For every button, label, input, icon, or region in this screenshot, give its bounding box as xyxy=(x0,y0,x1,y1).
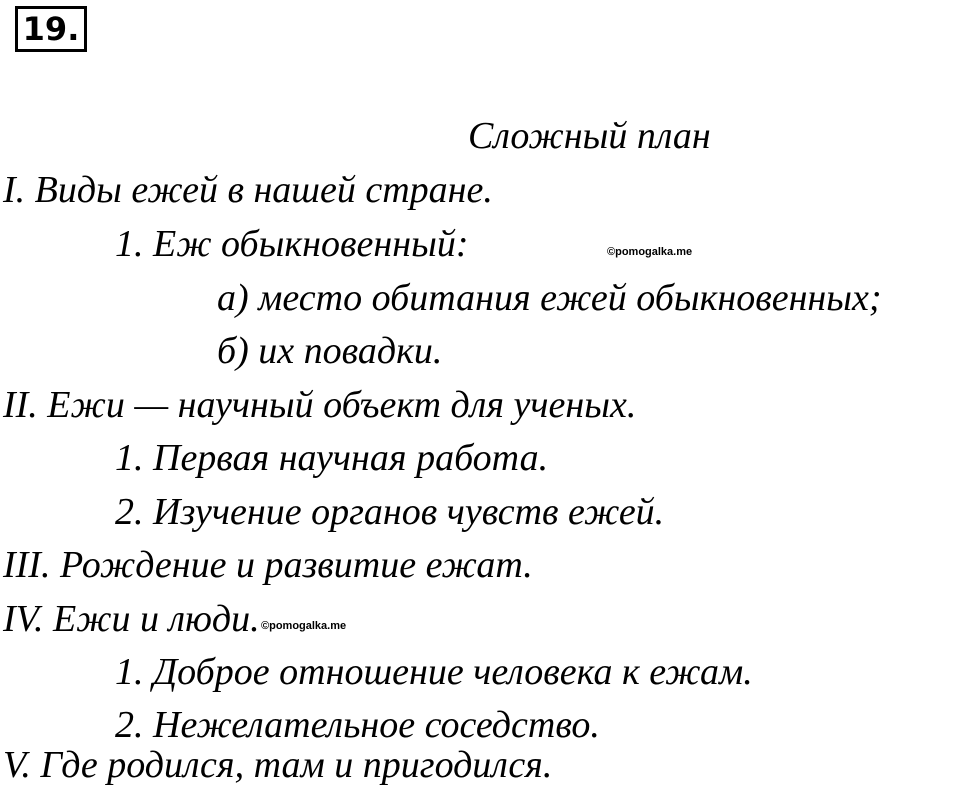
outline-item-1: I. Виды ежей в нашей стране. xyxy=(3,169,493,211)
outline-item-4-2: 2. Нежелательное соседство. xyxy=(115,704,600,746)
outline-item-2-1: 1. Первая научная работа. xyxy=(115,437,549,479)
outline-item-2: II. Ежи — научный объект для ученых. xyxy=(3,384,637,426)
outline-item-5: V. Где родился, там и пригодился. xyxy=(3,744,553,786)
task-number-badge: 19. xyxy=(15,6,87,52)
outline-item-4-1: 1. Доброе отношение человека к ежам. xyxy=(115,651,753,693)
outline-item-1-1-b: б) их повадки. xyxy=(217,330,443,372)
outline-item-1-1: 1. Еж обыкновенный: xyxy=(115,223,469,265)
outline-item-2-2: 2. Изучение органов чувств ежей. xyxy=(115,491,665,533)
outline-item-1-1-a: а) место обитания ежей обыкновенных; xyxy=(217,277,882,319)
outline-item-4: IV. Ежи и люди. xyxy=(3,598,260,640)
outline-item-3: III. Рождение и развитие ежат. xyxy=(3,544,533,586)
watermark-text: ©pomogalka.me xyxy=(261,620,347,632)
plan-title: Сложный план xyxy=(468,115,711,157)
watermark-text: ©pomogalka.me xyxy=(607,246,693,258)
